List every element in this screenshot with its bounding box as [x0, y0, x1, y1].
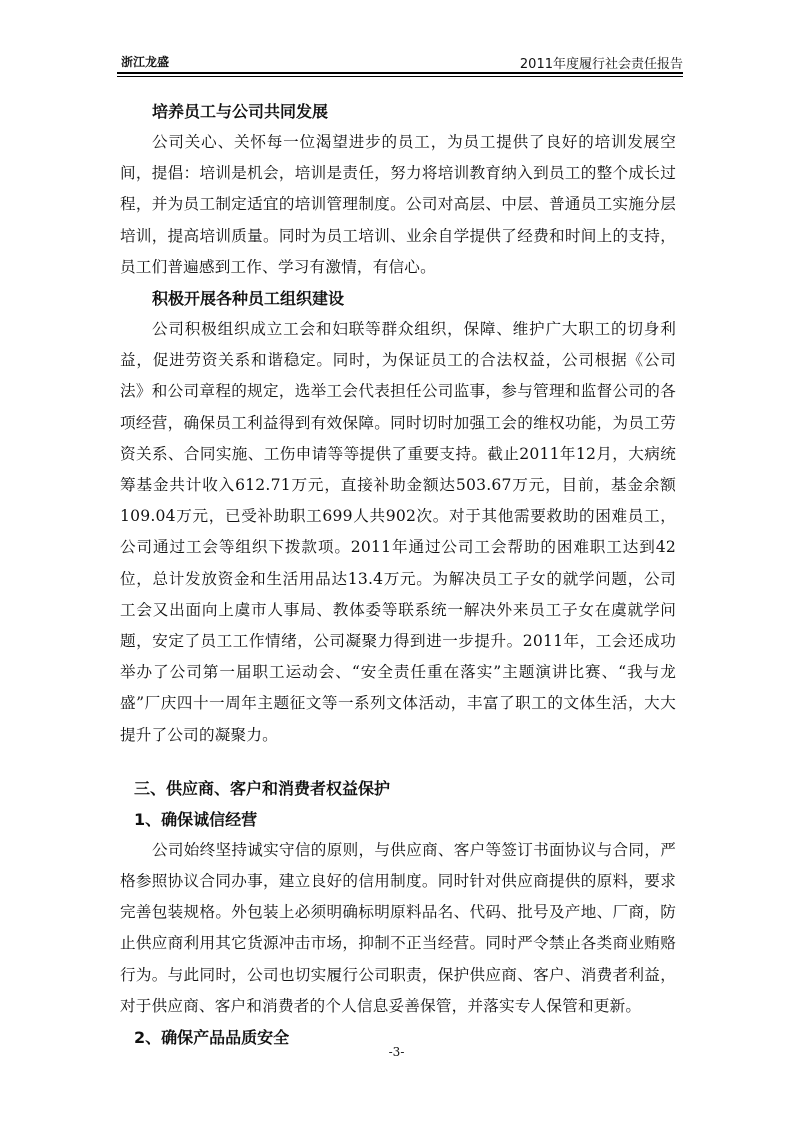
heading-employee-organizations: 积极开展各种员工组织建设	[152, 289, 345, 309]
report-title: 2011年度履行社会责任报告	[519, 57, 683, 72]
page-number: -3-	[388, 1045, 405, 1059]
document-body	[120, 96, 676, 1053]
paragraph-employee-organizations: 公司积极组织成立工会和妇联等群众组织，保障、维护广大职工的切身利益，促进劳资关系和谐稳定。同时，为保证员工的合法权益，公司根据《公司法》和公司章程的规定，选举工会代表担任公司监事，参与管理和监督公司的各项经营，确保员工利益得到有效保障。同时切时加强工会的维权功能，为员工劳资关系、合同实施、工伤申请等等提供了重要支持。截止2011年12月，大病统筹基金共计收入612.71万元，直接补助金额达503.67万元，目前，基金余额109.04万元，已受补助职工699人共902次。对于其他需要救助的困难员工，公司通过工会等组织下拨款项。2011年通过公司工会帮助的困难职工达到42位，总计发放资金和生活用品达13.4万元。为解决员工子女的就学问题，公司工会又出面向上虞市人事局、教体委等联系统一解决外来员工子女在虞就学问题，安定了员工工作情绪，公司凝聚力得到进一步提升。2011年，工会还成功举办了公司第一届职工运动会、“安全责任重在落实”主题演讲比赛、“我与龙盛”厂庆四十一周年主题征文等一系列文体活动，丰富了职工的文体生活，大大提升了公司的凝聚力。	[120, 320, 676, 744]
heading-stakeholder-protection: 三、供应商、客户和消费者权益保护	[134, 778, 391, 798]
header-rule-thick	[117, 72, 683, 74]
paragraph-employee-development: 公司关心、关怀每一位渴望进步的员工，为员工提供了良好的培训发展空间，提倡：培训是机会，培训是责任，努力将培训教育纳入到员工的整个成长过程，并为员工制定适宜的培训管理制度。公司对高层、中层、普通员工实施分层培训，提高培训质量。同时为员工培训、业余自学提供了经费和时间上的支持，员工们普遍感到工作、学习有激情，有信心。	[120, 133, 676, 276]
header-rule-thin	[117, 76, 683, 77]
heading-honest-operation: 1、确保诚信经营	[134, 809, 258, 829]
paragraph-honest-operation: 公司始终坚持诚实守信的原则，与供应商、客户等签订书面协议与合同，严格参照协议合同办事，建立良好的信用制度。同时针对供应商提供的原料，要求完善包装规格。外包装上必须明确标明原料品名、代码、批号及产地、厂商，防止供应商利用其它货源冲击市场，抑制不正当经营。同时严令禁止各类商业贿赂行为。与此同时，公司也切实履行公司职责，保护供应商、客户、消费者利益，对于供应商、客户和消费者的个人信息妥善保管，并落实专人保管和更新。	[120, 840, 676, 1015]
heading-product-safety: 2、确保产品品质安全	[134, 1028, 290, 1048]
heading-employee-development: 培养员工与公司共同发展	[152, 102, 329, 121]
page-header	[117, 50, 683, 72]
company-name: 浙江龙盛	[121, 55, 170, 69]
